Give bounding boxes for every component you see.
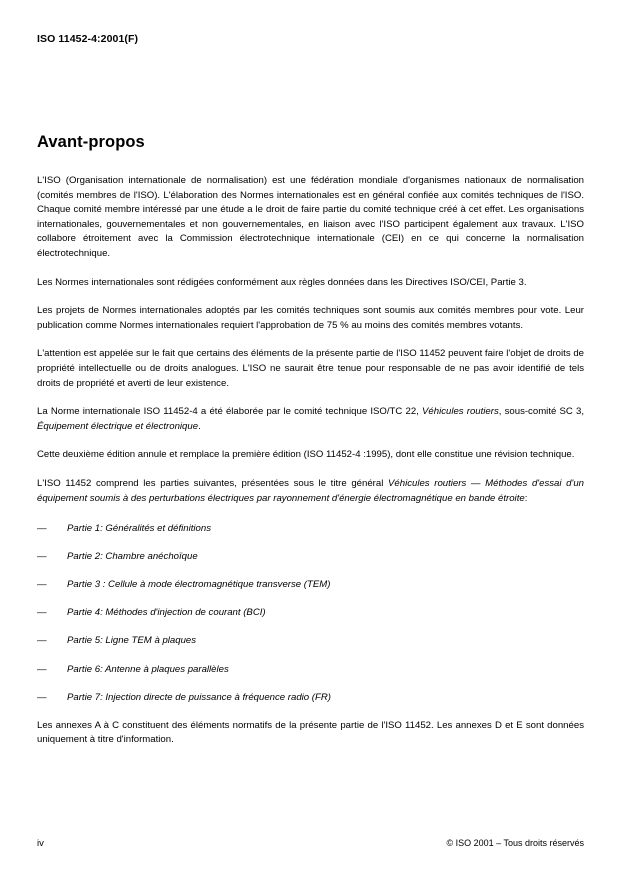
list-item	[37, 691, 584, 706]
page-title: Avant-propos	[37, 133, 145, 151]
page-number: iv	[37, 838, 44, 849]
em-dash-marker: —	[37, 551, 47, 563]
list-item	[37, 522, 584, 537]
subcommittee-title-equipement: Équipement électrique et électronique	[37, 420, 199, 432]
parts-intro-text-lead: L'ISO 11452 comprend les parties suivantes, présentées sous le titre général	[37, 477, 388, 489]
paragraph-drafting-rules: Les Normes internationales sont rédigées conformément aux règles données dans les Directives ISO/CEI, Partie 3.	[37, 276, 527, 288]
paragraph-annexes: Les annexes A à C constituent des éléments normatifs de la présente partie de l'ISO 11452. Les annexes D et E sont données uniquement à titre d'information.	[37, 719, 584, 746]
committee-origin-text-end: .	[198, 420, 201, 432]
em-dash-marker: —	[37, 635, 47, 647]
paragraph-voting-approval: Les projets de Normes internationales adoptés par les comités techniques sont soumis aux comités membres pour vote. Leur publication comme Normes internationales requiert l'approbation de 75 % au moins des comités membres votants.	[37, 305, 584, 331]
list-item-label: Partie 1: Généralités et définitions	[67, 523, 211, 535]
paragraph-parts-intro	[37, 477, 584, 506]
list-item-label: Partie 3 : Cellule à mode électromagnétique transverse (TEM)	[67, 579, 331, 591]
general-title-italic: Véhicules routiers — Méthodes d'essai d'un équipement soumis à des perturbations électriques par rayonnement d'énergie électromagnétique en bande étroite	[37, 477, 584, 504]
committee-title-vehicules-routiers: Véhicules routiers	[422, 406, 499, 418]
paragraph-edition-replacement: Cette deuxième édition annule et remplace la première édition (ISO 11452-4 :1995), dont elle constitue une révision technique.	[37, 449, 575, 461]
document-content	[37, 133, 584, 762]
em-dash-marker: —	[37, 607, 47, 619]
list-item	[37, 550, 584, 565]
committee-origin-text-mid: , sous-comité SC 3,	[498, 406, 584, 418]
list-item	[37, 606, 584, 621]
em-dash-marker: —	[37, 579, 47, 591]
committee-origin-text-lead: La Norme internationale ISO 11452-4 a été élaborée par le comité technique ISO/TC 22,	[37, 406, 422, 418]
em-dash-marker: —	[37, 691, 47, 703]
list-item-label: Partie 2: Chambre anéchoïque	[67, 551, 198, 563]
list-item-label: Partie 7: Injection directe de puissance à fréquence radio (FR)	[67, 691, 331, 703]
list-item	[37, 634, 584, 649]
parts-list	[37, 522, 584, 705]
em-dash-marker: —	[37, 663, 47, 675]
list-item	[37, 578, 584, 593]
paragraph-iso-description: L'ISO (Organisation internationale de normalisation) est une fédération mondiale d'organismes nationaux de normalisation (comités membres de l'ISO). L'élaboration des Normes internationales est en général confiée aux comités techniques de l'ISO. Chaque comité membre intéressé par une étude a le droit de faire partie du comité technique créé à cet effet. Les organisations internationales, gouvernementales et non gouvernementales, en liaison avec l'ISO participent également aux travaux. L'ISO collabore étroitement avec la Commission électrotechnique internationale (CEI) en ce qui concerne la normalisation électrotechnique.	[37, 175, 584, 259]
document-header-reference: ISO 11452-4:2001(F)	[37, 33, 139, 45]
em-dash-marker: —	[37, 523, 47, 535]
list-item	[37, 663, 584, 678]
page-footer	[37, 838, 584, 849]
list-item-label: Partie 6: Antenne à plaques parallèles	[67, 663, 229, 675]
parts-intro-text-end: :	[524, 492, 528, 504]
list-item-label: Partie 5: Ligne TEM à plaques	[67, 635, 197, 647]
list-item-label: Partie 4: Méthodes d'injection de courant (BCI)	[67, 607, 266, 619]
copyright-notice: © ISO 2001 – Tous droits réservés	[446, 838, 584, 848]
paragraph-patent-rights: L'attention est appelée sur le fait que certains des éléments de la présente partie de l'ISO 11452 peuvent faire l'objet de droits de propriété intellectuelle ou de droits analogues. L'ISO ne saurait être tenue pour responsable de ne pas avoir identifié de tels droits de propriété et averti de leur existence.	[37, 348, 584, 389]
paragraph-committee-origin	[37, 405, 584, 434]
